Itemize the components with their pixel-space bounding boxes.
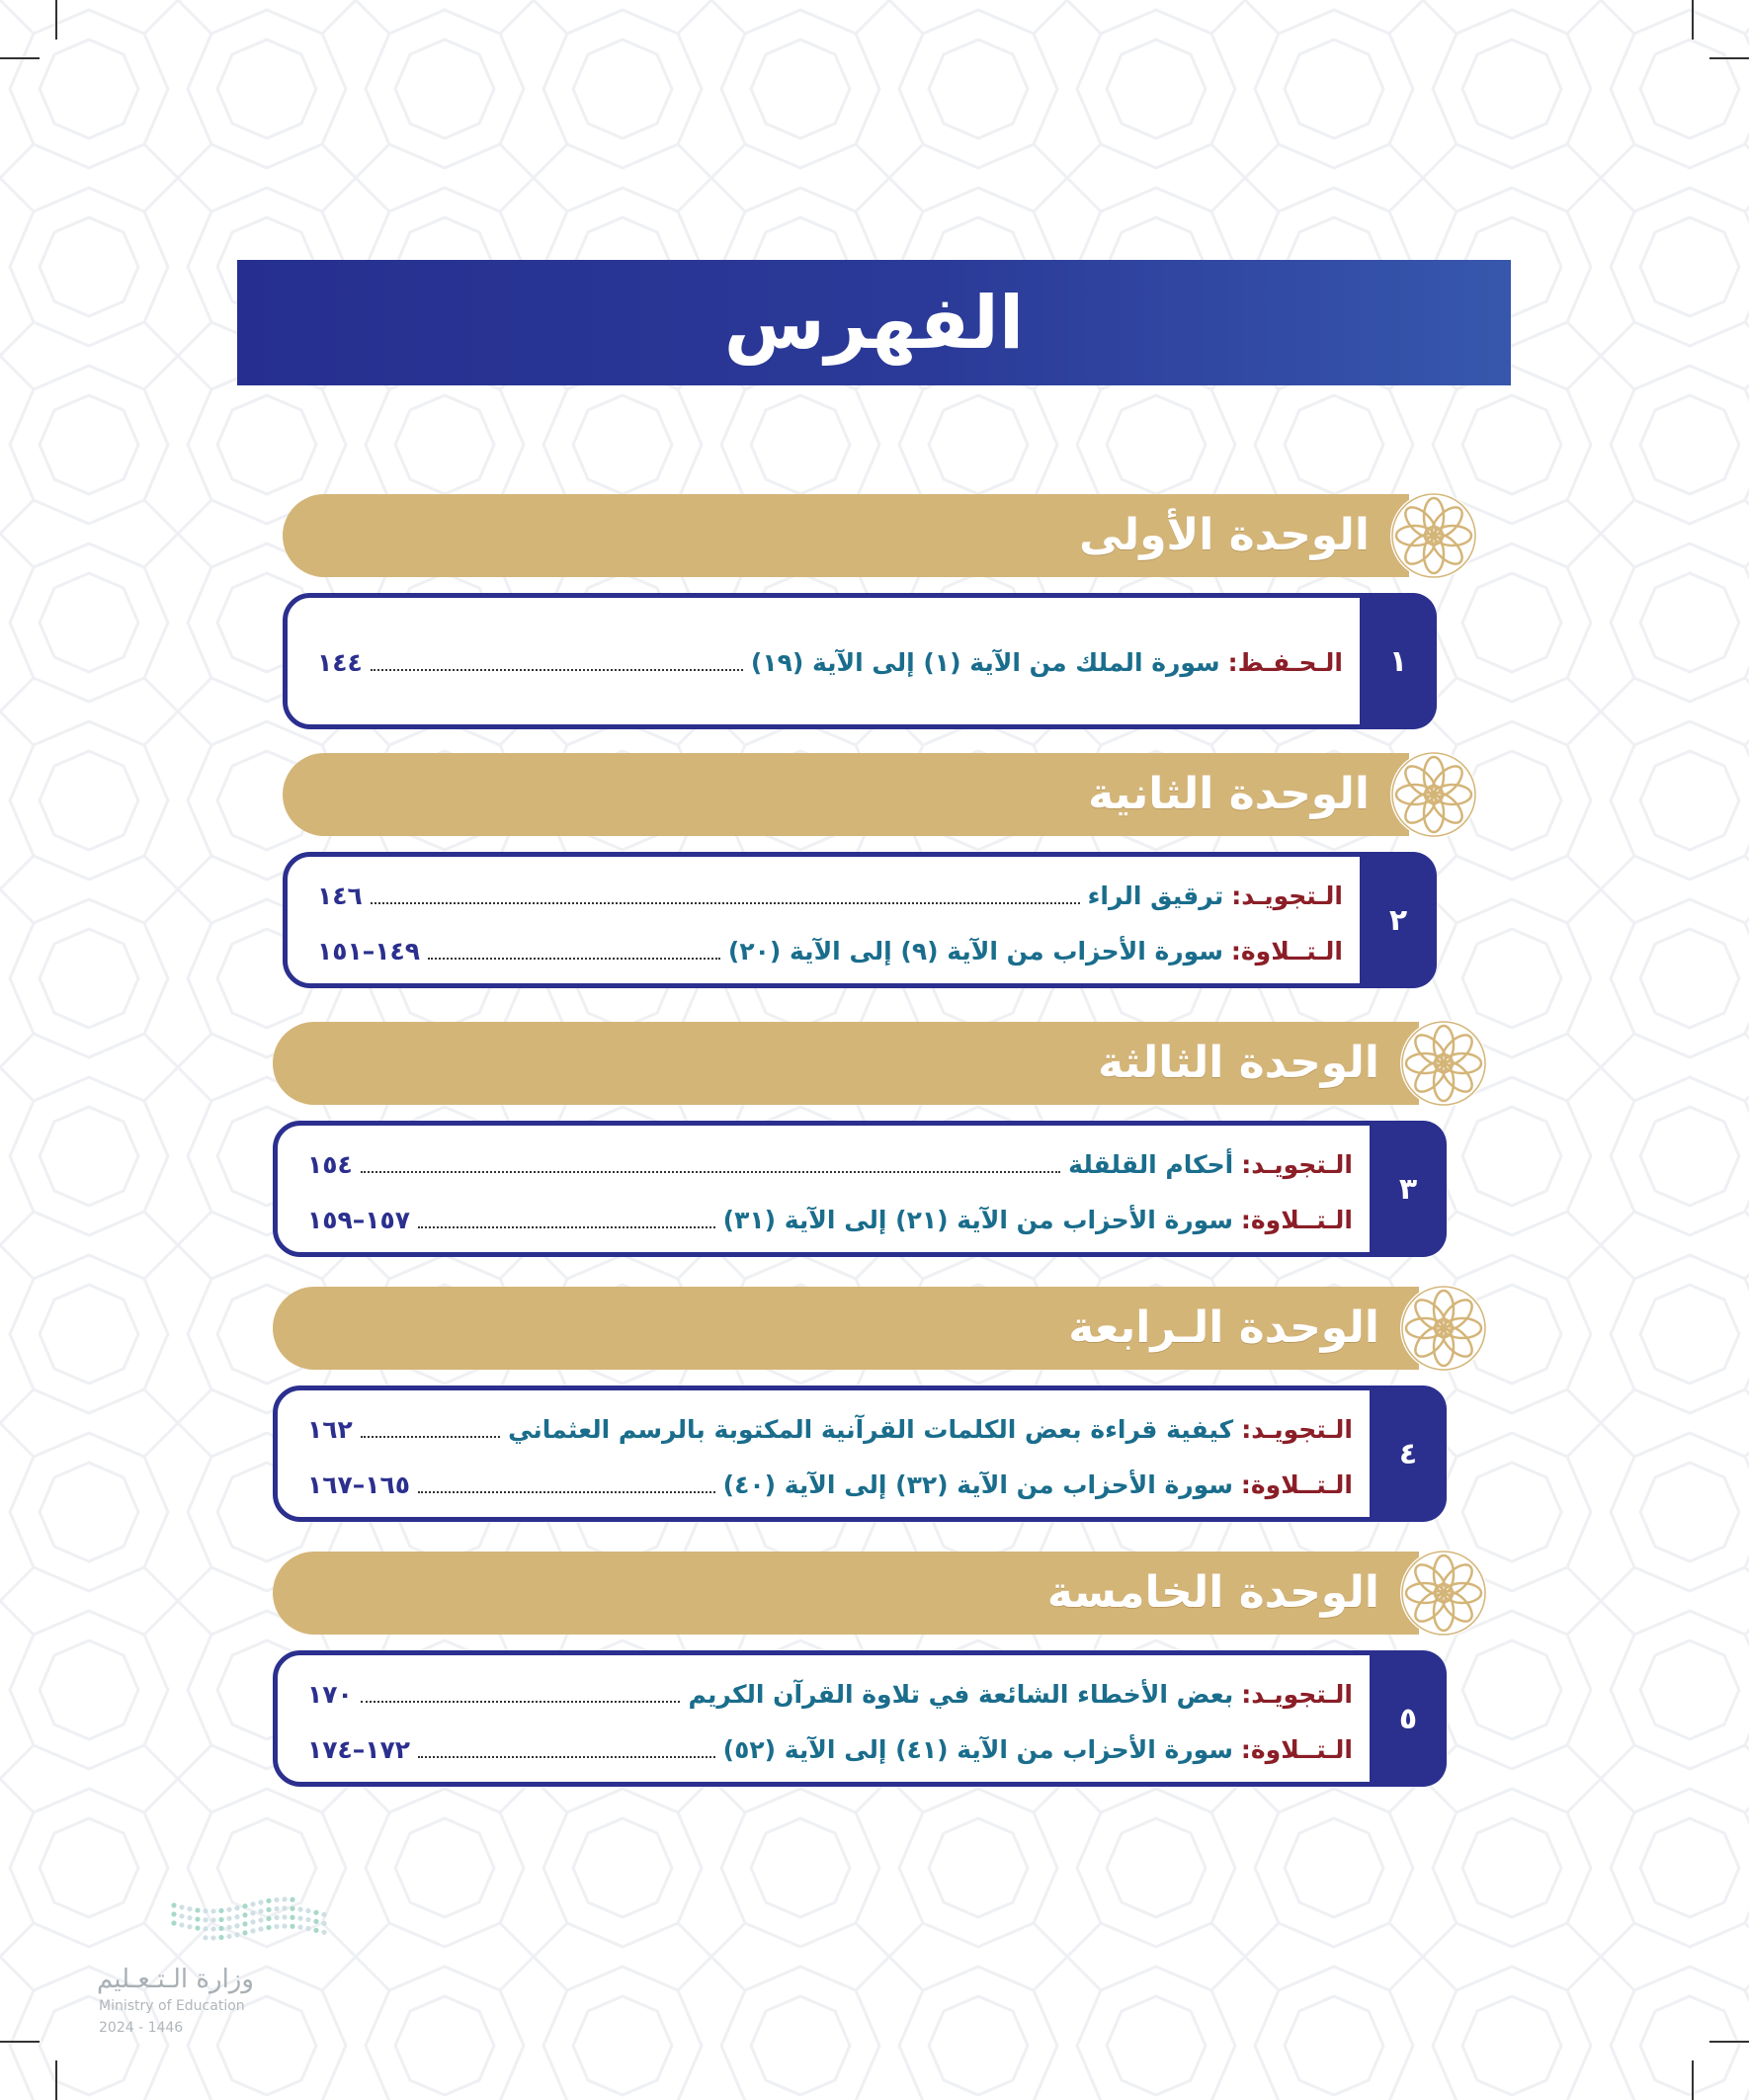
entry-category: الـتجويـد [1251, 1414, 1353, 1444]
entry-page: ١٧٠ [307, 1679, 353, 1709]
ministry-logo [97, 1893, 334, 2042]
dot-leader [418, 1226, 715, 1228]
unit-title: الوحدة الخامسة [1046, 1567, 1379, 1618]
entry-category: الـتــلاوة [1250, 1205, 1353, 1234]
crop-mark [1692, 2060, 1694, 2100]
crop-mark [1709, 2041, 1749, 2043]
entry-page: ١٧٢–١٧٤ [307, 1734, 411, 1764]
entry-category: الـتــلاوة [1240, 936, 1343, 966]
entry-category: الـتجويـد [1241, 881, 1343, 910]
entry-description: أحكام القلقلة [1068, 1149, 1234, 1179]
unit-header-2 [283, 753, 1409, 836]
toc-entry[interactable]: الـتجويـد : ترقيق الراء ١٤٦ [317, 881, 1343, 910]
unit-header-4 [273, 1287, 1419, 1370]
entry-category: الـحـفـظ [1237, 647, 1343, 677]
lesson-box-2 [283, 852, 1437, 988]
entry-page: ١٤٦ [317, 881, 363, 910]
lesson-box-5 [273, 1650, 1447, 1787]
toc-entry[interactable]: الـتجويـد : بعض الأخطاء الشائعة في تلاوة القرآن الكريم ١٧٠ [307, 1679, 1353, 1709]
unit-header-5 [273, 1552, 1419, 1635]
crop-mark [0, 2041, 40, 2043]
entry-page: ١٥٤ [307, 1149, 353, 1179]
toc-entry[interactable]: الـحـفـظ : سورة الملك من الآية (١) إلى الآية (١٩) ١٤٤ [317, 647, 1343, 677]
dots-logo-icon [97, 1893, 334, 1963]
entry-description: بعض الأخطاء الشائعة في تلاوة القرآن الكريم [688, 1679, 1234, 1709]
ministry-year: 2024 - 1446 [99, 2020, 184, 2036]
unit-number-tab [1370, 1650, 1447, 1787]
rosette-icon [1389, 491, 1478, 580]
page-title: الفهرس [723, 280, 1025, 366]
dot-leader [361, 1171, 1060, 1173]
title-banner [237, 260, 1511, 385]
entry-description: سورة الأحزاب من الآية (٢١) إلى الآية (٣١) [722, 1205, 1233, 1234]
dot-leader [428, 958, 720, 960]
unit-number: ٢ [1388, 902, 1408, 938]
dot-leader [418, 1491, 715, 1493]
entry-category: الـتجويـد [1251, 1149, 1353, 1179]
unit-number: ٥ [1398, 1701, 1418, 1736]
entry-category: الـتــلاوة [1250, 1734, 1353, 1764]
unit-number-tab [1360, 852, 1437, 988]
crop-mark [1692, 0, 1694, 40]
dot-leader [361, 1436, 500, 1438]
crop-mark [55, 0, 57, 40]
unit-number-tab [1370, 1121, 1447, 1257]
entry-description: سورة الملك من الآية (١) إلى الآية (١٩) [750, 647, 1220, 677]
dot-leader [361, 1701, 681, 1703]
toc-entry[interactable]: الـتجويـد : كيفية قراءة بعض الكلمات القرآنية المكتوبة بالرسم العثماني ١٦٢ [307, 1414, 1353, 1444]
entry-category: الـتــلاوة [1250, 1470, 1353, 1499]
ministry-name-ar: وزارة الـتـعـليم [97, 1965, 254, 1994]
entry-page: ١٦٢ [307, 1414, 353, 1444]
unit-header-1 [283, 494, 1409, 577]
crop-mark [55, 2060, 57, 2100]
toc-entry[interactable]: الـتــلاوة : سورة الأحزاب من الآية (٣٢) إلى الآية (٤٠) ١٦٥–١٦٧ [307, 1470, 1353, 1499]
rosette-icon [1389, 750, 1478, 839]
entry-description: ترقيق الراء [1087, 881, 1224, 910]
lesson-box-1 [283, 593, 1437, 729]
unit-number: ٣ [1398, 1171, 1418, 1207]
unit-number: ٤ [1398, 1436, 1418, 1471]
toc-entry[interactable]: الـتــلاوة : سورة الأحزاب من الآية (٢١) إلى الآية (٣١) ١٥٧–١٥٩ [307, 1205, 1353, 1234]
unit-title: الوحدة الأولى [1079, 510, 1370, 560]
unit-title: الوحدة الـرابعة [1068, 1302, 1379, 1353]
entry-page: ١٦٥–١٦٧ [307, 1470, 411, 1499]
rosette-icon [1399, 1019, 1488, 1108]
entry-category: الـتجويـد [1251, 1679, 1353, 1709]
rosette-icon [1399, 1284, 1488, 1373]
dot-leader [371, 902, 1080, 904]
lesson-box-3 [273, 1121, 1447, 1257]
toc-entry[interactable]: الـتــلاوة : سورة الأحزاب من الآية (٤١) إلى الآية (٥٢) ١٧٢–١٧٤ [307, 1734, 1353, 1764]
lesson-box-4 [273, 1386, 1447, 1522]
unit-number-tab [1360, 593, 1437, 729]
entry-description: كيفية قراءة بعض الكلمات القرآنية المكتوبة بالرسم العثماني [508, 1414, 1234, 1444]
entry-page: ١٤٤ [317, 647, 363, 677]
entry-description: سورة الأحزاب من الآية (٩) إلى الآية (٢٠) [727, 936, 1223, 966]
entry-description: سورة الأحزاب من الآية (٣٢) إلى الآية (٤٠) [722, 1470, 1233, 1499]
rosette-icon [1399, 1549, 1488, 1638]
dot-leader [418, 1756, 715, 1758]
entry-page: ١٥٧–١٥٩ [307, 1205, 411, 1234]
unit-number-tab [1370, 1386, 1447, 1522]
unit-title: الوحدة الثالثة [1098, 1038, 1379, 1088]
toc-entry[interactable]: الـتــلاوة : سورة الأحزاب من الآية (٩) إلى الآية (٢٠) ١٤٩–١٥١ [317, 936, 1343, 966]
unit-header-3 [273, 1022, 1419, 1105]
toc-entry[interactable]: الـتجويـد : أحكام القلقلة ١٥٤ [307, 1149, 1353, 1179]
crop-mark [0, 57, 40, 59]
entry-description: سورة الأحزاب من الآية (٤١) إلى الآية (٥٢) [722, 1734, 1233, 1764]
unit-title: الوحدة الثانية [1088, 769, 1370, 819]
crop-mark [1709, 57, 1749, 59]
ministry-name-en: Ministry of Education [99, 1998, 245, 2014]
entry-page: ١٤٩–١٥١ [317, 936, 421, 966]
unit-number: ١ [1388, 643, 1408, 679]
dot-leader [371, 669, 743, 671]
